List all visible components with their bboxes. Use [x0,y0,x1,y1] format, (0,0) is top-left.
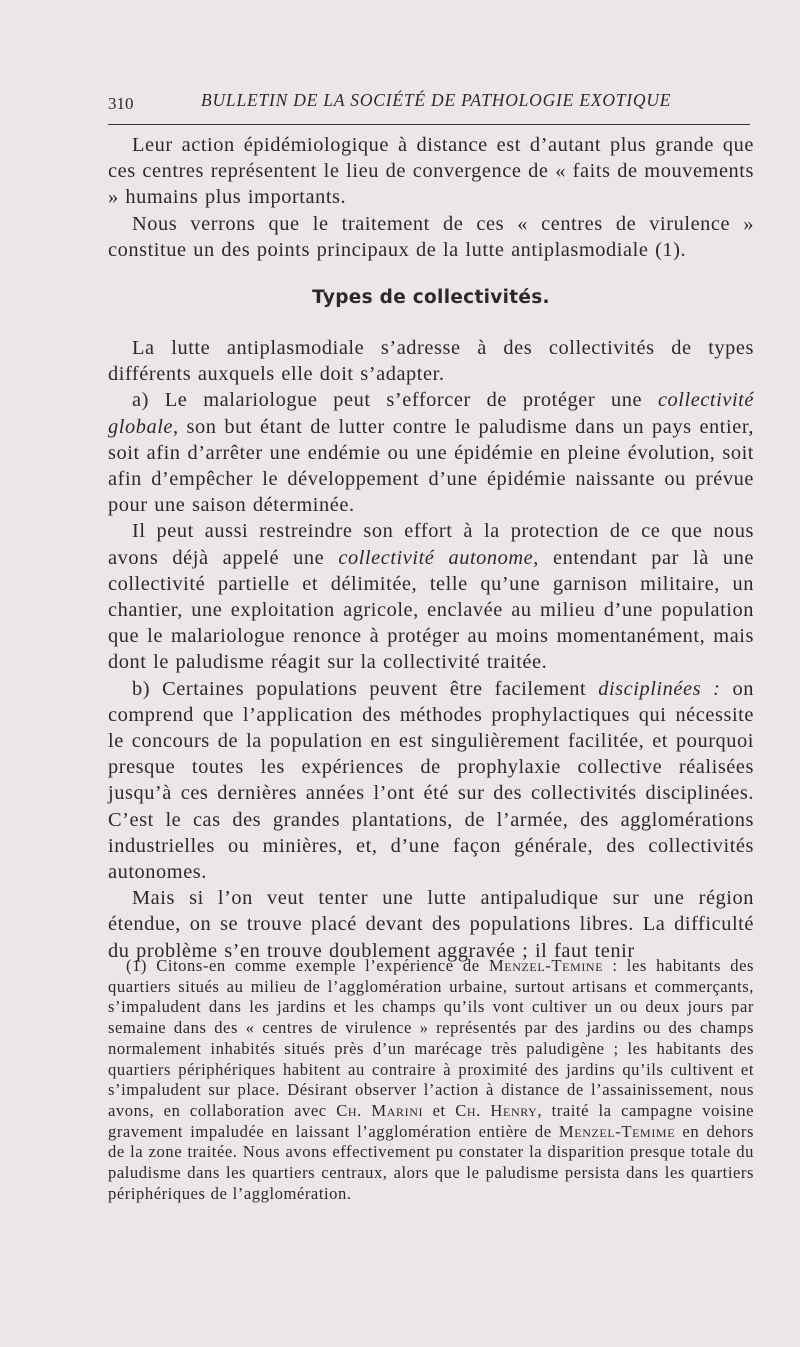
paragraph-7: Mais si l’on veut tenter une lutte antipaludique sur une région étendue, on se trouve placé devant des populations libres. La difficulté du problème s’en trouve doublement aggravée ; il faut tenir [108,887,754,962]
paragraph-5-lead: Il peut aussi restreindre son effort à la protection de ce que nous avons déjà appelé une [108,520,754,569]
body-text [108,132,754,964]
author-name-menzel-temine: Menzel-Temine [488,956,604,975]
paragraph-5-rest: entendant par là une collectivité partielle et délimitée, telle qu’une garnison militaire, un chantier, une exploitation agricole, enclavée au milieu d’une population que le malariologue renonce à protéger au moins momentanément, mais dont le paludisme réagit sur la collectivité traitée. [108,546,755,674]
paragraph-5 [108,518,754,675]
term-disciplinees: disciplinées : [598,677,721,700]
paragraph-4 [108,387,754,518]
term-collectivite-globale: collectivité globale, [108,389,754,438]
paragraph-6 [108,676,754,886]
paragraph-3: La lutte antiplasmodiale s’adresse à des collectivités de types différents auxquels elle doit s’adapter. [108,337,754,386]
paragraph-2: Nous verrons que le traitement de ces « centres de virulence » constitue un des points principaux de la lutte antiplasmodiale (1). [108,212,754,261]
paragraph-6-rest: on comprend que l’application des méthodes prophylactiques qui nécessite le concours de la population en est singulièrement facilitée, et pourquoi presque toutes les expériences de prophylaxie collective réalisées jusqu’à ces dernières années l’ont été sur des collectivités disciplinées. C’est le cas des grandes plantations, de l’armée, des agglomérations industrielles ou minières, et, d’une façon générale, des collectivités autonomes. [108,677,755,884]
section-heading: Types de collectivités. [312,287,550,309]
term-collectivite-autonome: collectivité autonome, [338,546,539,569]
paragraph-4-lead: a) Le malariologue peut s’efforcer de protéger une [132,389,658,412]
footnote-part-e: en dehors de la zone traitée. Nous avons effectivement pu constater la disparition presque totale du paludisme dans les quartiers centraux, alors que le paludisme persista dans les quartiers périphériques de l’agglomération. [108,1121,754,1203]
footnote-part-d: , traité la campagne voisine gravement impaludée en laissant l’agglomération entière de [108,1100,755,1141]
page-number: 310 [108,94,134,113]
journal-title: BULLETIN DE LA SOCIÉTÉ DE PATHOLOGIE EXOTIQUE [201,90,672,110]
footnote-text [108,956,754,1204]
place-name-menzel-temime: Menzel-Temime [558,1121,676,1141]
author-name-henry: Ch. Henry [455,1100,538,1120]
footnote-part-b: : les habitants des quartiers situés au milieu de l’agglomération urbaine, surtout artisans et commerçants, s’impaludent dans les jardins et les champs qu’ils vont cultiver un ou deux jours par semaine dans des « centres de virulence » représentés par des jardins ou des champs normalement inhabités situés près d’un marécage très paludigène ; les habitants des quartiers périphériques habitent au contraire à proximité des jardins qu’ils cultivent et s’impaludent sur place. Désirant observer l’action à distance de l’assainissement, nous avons, en collaboration avec [108,956,754,1120]
paragraph-4-rest: son but étant de lutter contre le paludisme dans un pays entier, soit afin d’arrêter une endémie ou une épidémie en pleine évolution, soit afin d’empêcher le développement d’une épidémie naissante ou prévue pour une saison déterminée. [108,415,754,517]
footnote [108,956,754,1204]
header-rule [108,124,750,125]
footnote-part-c: et [423,1100,456,1120]
running-head [108,90,750,120]
paragraph-6-lead: b) Certaines populations peuvent être facilement [132,677,599,700]
footnote-part-a: (1) Citons-en comme exemple l’expérience de [126,956,489,975]
author-name-marini: Ch. Marini [336,1100,424,1120]
paragraph-1: Leur action épidémiologique à distance est d’autant plus grande que ces centres représentent le lieu de convergence de « faits de mouvements » humains plus importants. [108,134,754,209]
